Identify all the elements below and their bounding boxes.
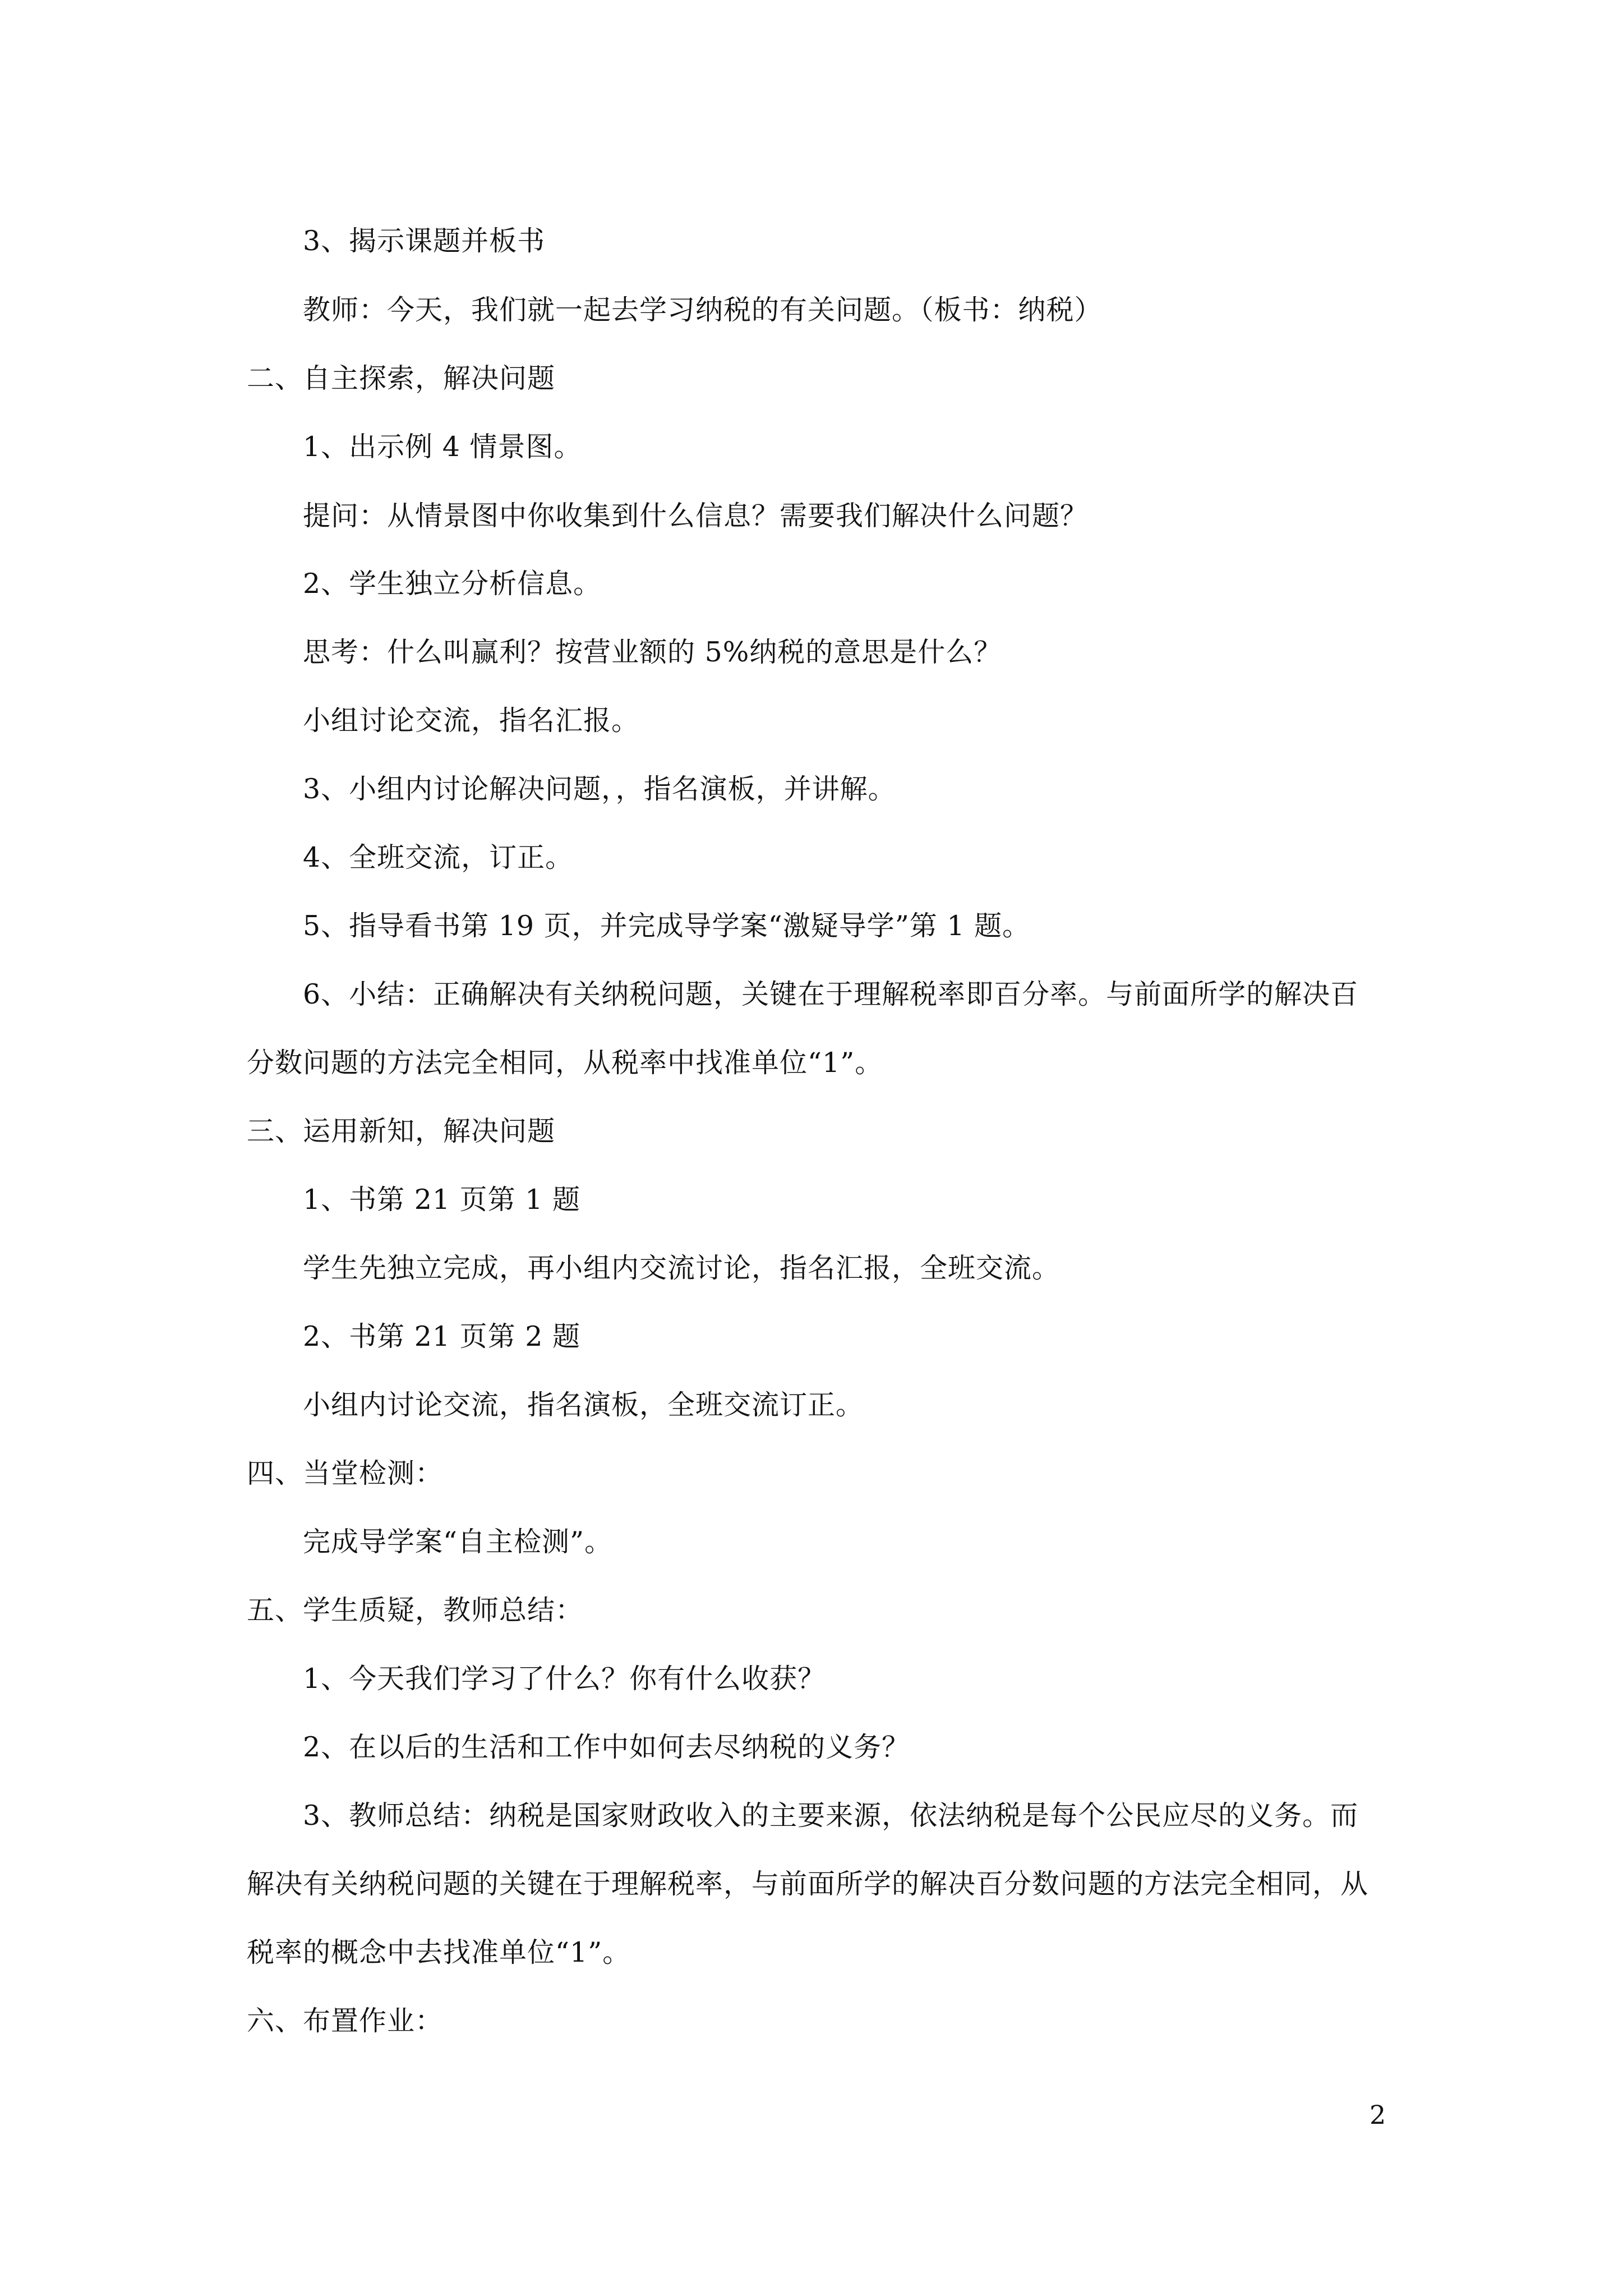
section-heading: 三、运用新知，解决问题: [247, 1115, 556, 1147]
text-line: 税率的概念中去找准单位“1”。: [247, 1936, 631, 1968]
text-line: 思考：什么叫赢利？按营业额的 5%纳税的意思是什么？: [303, 636, 1002, 668]
text-line: 小组讨论交流，指名汇报。: [303, 705, 640, 737]
section-heading: 四、当堂检测：: [247, 1457, 444, 1489]
text-line: 教师：今天，我们就一起去学习纳税的有关问题。（板书：纳税）: [303, 294, 1103, 326]
text-line: 3、小组内讨论解决问题，，指名演板，并讲解。: [303, 773, 896, 805]
page-number: 2: [1370, 2100, 1386, 2130]
text-line: 解决有关纳税问题的关键在于理解税率，与前面所学的解决百分数问题的方法完全相同，从: [247, 1868, 1369, 1900]
text-line: 3、揭示课题并板书: [303, 225, 546, 257]
text-line: 2、学生独立分析信息。: [303, 568, 602, 600]
text-line: 6、小结：正确解决有关纳税问题，关键在于理解税率即百分率。与前面所学的解决百: [303, 978, 1359, 1010]
section-heading: 六、布置作业：: [247, 2005, 444, 2037]
text-line: 学生先独立完成，再小组内交流讨论，指名汇报，全班交流。: [303, 1252, 1061, 1284]
section-heading: 二、自主探索，解决问题: [247, 362, 556, 394]
text-line: 提问：从情景图中你收集到什么信息？需要我们解决什么问题？: [303, 500, 1089, 532]
section-heading: 五、学生质疑，教师总结：: [247, 1594, 584, 1626]
text-line: 完成导学案“自主检测”。: [303, 1526, 613, 1558]
text-line: 1、今天我们学习了什么？你有什么收获？: [303, 1663, 826, 1695]
text-line: 3、教师总结：纳税是国家财政收入的主要来源，依法纳税是每个公民应尽的义务。而: [303, 1800, 1359, 1832]
text-line: 1、出示例 4 情景图。: [303, 431, 582, 463]
text-line: 4、全班交流，订正。: [303, 841, 574, 873]
text-line: 小组内讨论交流，指名演板，全班交流订正。: [303, 1389, 864, 1421]
text-line: 2、书第 21 页第 2 题: [303, 1320, 581, 1352]
text-line: 1、书第 21 页第 1 题: [303, 1184, 581, 1216]
text-line: 分数问题的方法完全相同，从税率中找准单位“1”。: [247, 1047, 883, 1079]
text-line: 5、指导看书第 19 页，并完成导学案“激疑导学”第 1 题。: [303, 910, 1031, 942]
text-line: 2、在以后的生活和工作中如何去尽纳税的义务？: [303, 1731, 910, 1763]
